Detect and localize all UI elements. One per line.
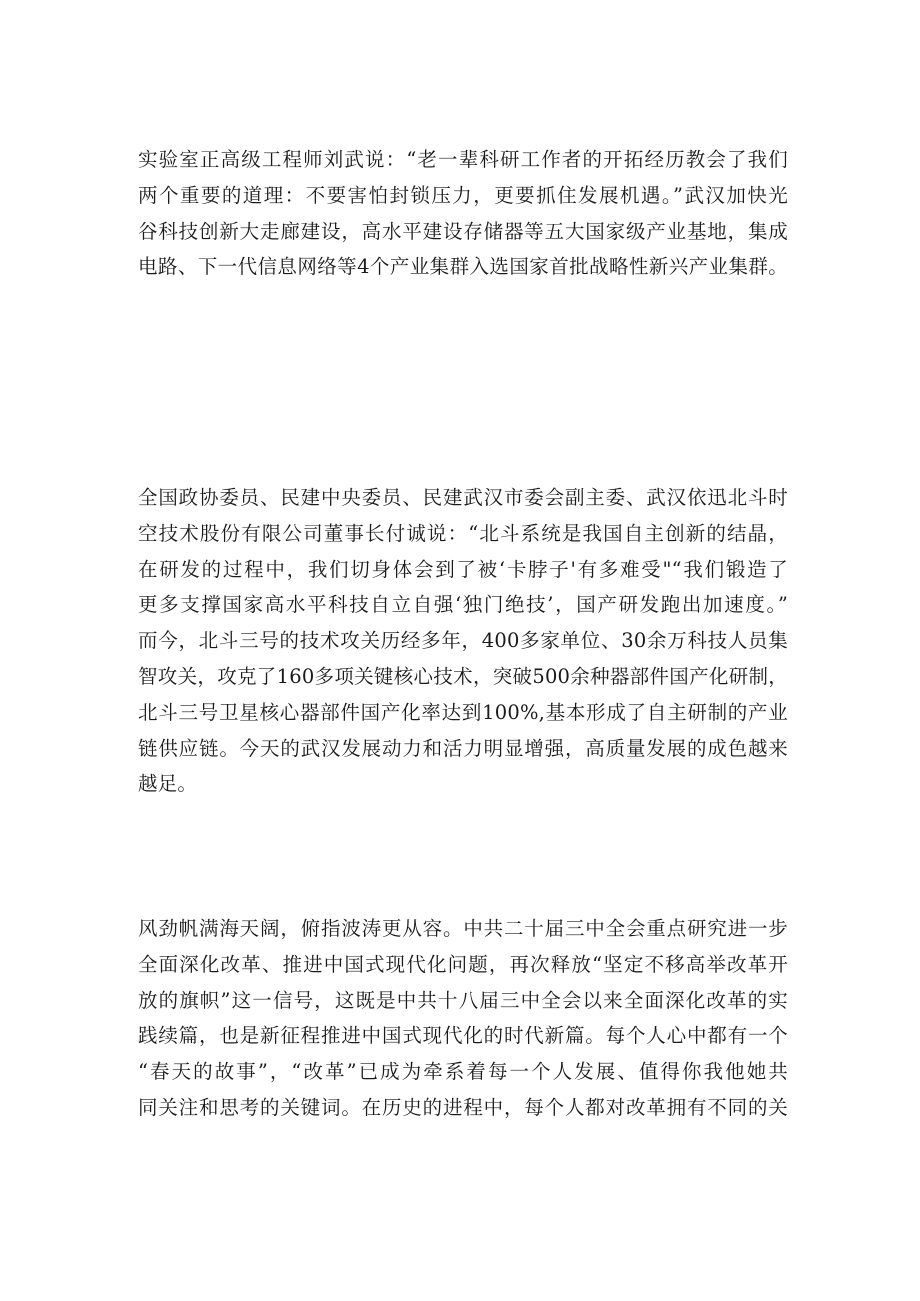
text-line: 全面深化改革、推进中国式现代化问题，再次释放“坚定不移高举改革开 bbox=[138, 952, 788, 976]
text-line: 放的旗帜”这一信号，这既是中共十八届三中全会以来全面深化改革的实 bbox=[138, 988, 788, 1012]
text-line: 两个重要的道理：不要害怕封锁压力，更要抓住发展机遇。”武汉加快光 bbox=[138, 183, 788, 207]
text-line: 风劲帆满海天阔，俯指波涛更从容。中共二十届三中全会重点研究进一步 bbox=[138, 917, 788, 940]
paragraph-liu-wu-quote bbox=[138, 142, 788, 285]
text-line: 谷科技创新大走廊建设，高水平建设存储器等五大国家级产业基地，集成 bbox=[138, 219, 788, 243]
text-line: 空技术股份有限公司董事长付诚说：“北斗系统是我国自主创新的结晶， bbox=[138, 521, 788, 545]
text-line: 同关注和思考的关键词。在历史的进程中，每个人都对改革拥有不同的关 bbox=[138, 1095, 788, 1119]
text-line: 链供应链。今天的武汉发展动力和活力明显增强，高质量发展的成色越来 bbox=[138, 736, 788, 760]
text-line: 越足。 bbox=[138, 772, 198, 796]
text-line: 实验室正高级工程师刘武说：“老一辈科研工作者的开拓经历教会了我们 bbox=[138, 148, 788, 171]
text-line: 北斗三号卫星核心器部件国产化率达到100%,基本形成了自主研制的产业 bbox=[138, 700, 788, 724]
text-line: 而今，北斗三号的技术攻关历经多年，400多家单位、30余万科技人员集 bbox=[138, 629, 788, 653]
text-line: 全国政协委员、民建中央委员、民建武汉市委会副主委、武汉依迅北斗时 bbox=[138, 486, 788, 509]
text-line: 智攻关，攻克了160多项关键核心技术，突破500余种器部件国产化研制， bbox=[138, 664, 788, 688]
paragraph-beidou-quote bbox=[138, 480, 788, 802]
paragraph-reform bbox=[138, 911, 788, 1126]
text-line: “春天的故事”，“改革”已成为牵系着每一个人发展、值得你我他她共 bbox=[138, 1060, 788, 1084]
text-line: 更多支撑国家高水平科技自立自强‘独门绝技’，国产研发跑出加速度。” bbox=[138, 593, 788, 617]
text-line: 在研发的过程中，我们切身体会到了被‘卡脖子'有多难受"“我们锻造了 bbox=[138, 557, 788, 581]
text-line: 电路、下一代信息网络等4个产业集群入选国家首批战略性新兴产业集群。 bbox=[138, 255, 788, 279]
text-line: 践续篇，也是新征程推进中国式现代化的时代新篇。每个人心中都有一个 bbox=[138, 1024, 788, 1048]
